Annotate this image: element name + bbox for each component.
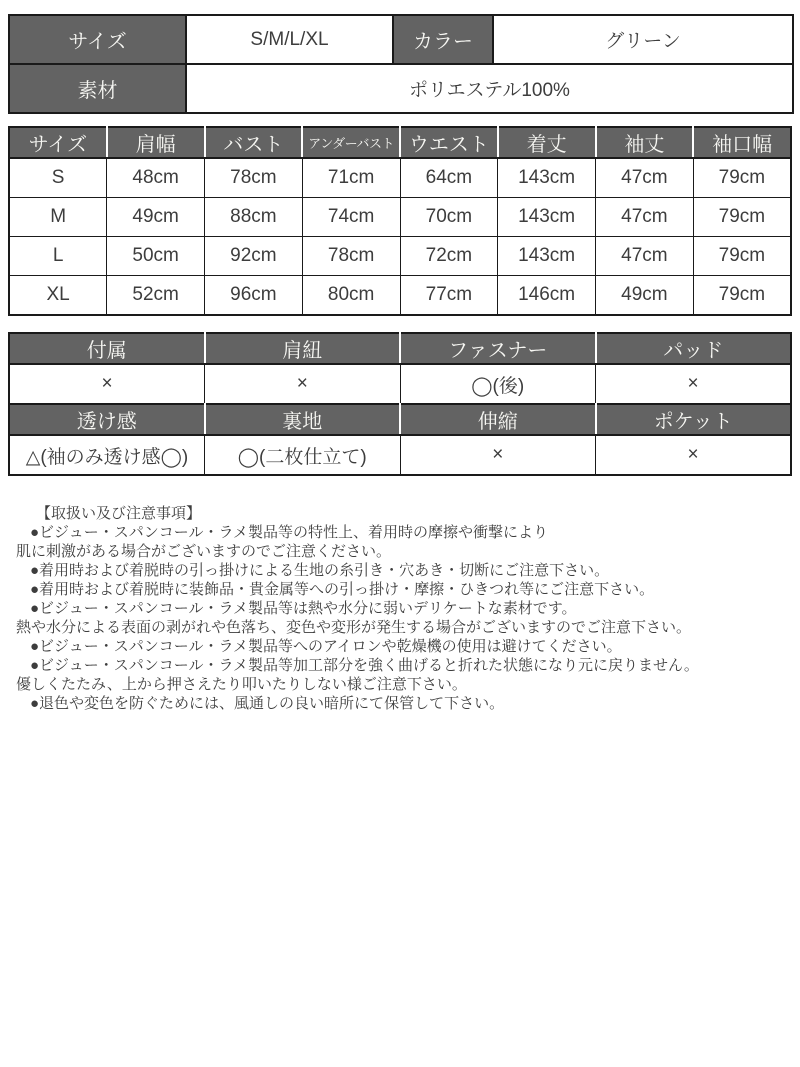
- spec-value-row-2: [9, 435, 791, 475]
- spec-header-row-1: [9, 333, 791, 364]
- cell-size: L: [9, 237, 107, 276]
- size-row-xl: [9, 276, 791, 316]
- header-stretch: 伸縮: [400, 404, 596, 435]
- note-line: ●ビジュー・スパンコール・ラメ製品等は熱や水分に弱いデリケートな素材です。: [30, 600, 577, 617]
- value-accessories: ×: [9, 364, 205, 404]
- header-bust: バスト: [205, 127, 303, 158]
- note-line: ●ビジュー・スパンコール・ラメ製品等の特性上、着用時の摩擦や衝撃により: [30, 524, 549, 541]
- value-sheerness: △(袖のみ透け感◯): [9, 435, 205, 475]
- cell-cuff: 79cm: [693, 276, 791, 316]
- header-shoulder-strap: 肩紐: [205, 333, 401, 364]
- cell-underbust: 74cm: [302, 198, 400, 237]
- material-label-cell: 素材: [9, 64, 186, 113]
- header-pad: パッド: [596, 333, 792, 364]
- cell-shoulder: 48cm: [107, 158, 205, 198]
- note-line: ●退色や変色を防ぐためには、風通しの良い暗所にて保管して下さい。: [30, 695, 505, 712]
- info-table: [8, 14, 794, 114]
- header-waist: ウエスト: [400, 127, 498, 158]
- info-row-material: [9, 64, 793, 113]
- value-fastener: ◯(後): [400, 364, 596, 404]
- size-value-cell: S/M/L/XL: [186, 15, 393, 64]
- cell-sleeve: 47cm: [596, 198, 694, 237]
- cell-size: XL: [9, 276, 107, 316]
- spec-header-row-2: [9, 404, 791, 435]
- note-line: ●ビジュー・スパンコール・ラメ製品等へのアイロンや乾燥機の使用は避けてください。: [30, 638, 622, 655]
- cell-cuff: 79cm: [693, 158, 791, 198]
- header-sheerness: 透け感: [9, 404, 205, 435]
- size-label-cell: サイズ: [9, 15, 186, 64]
- cell-bust: 78cm: [205, 158, 303, 198]
- cell-length: 143cm: [498, 237, 596, 276]
- size-row-s: [9, 158, 791, 198]
- cell-sleeve: 47cm: [596, 158, 694, 198]
- header-pocket: ポケット: [596, 404, 792, 435]
- size-row-l: [9, 237, 791, 276]
- cell-waist: 72cm: [400, 237, 498, 276]
- value-stretch: ×: [400, 435, 596, 475]
- cell-length: 143cm: [498, 158, 596, 198]
- cell-bust: 92cm: [205, 237, 303, 276]
- cell-waist: 77cm: [400, 276, 498, 316]
- cell-waist: 70cm: [400, 198, 498, 237]
- cell-shoulder: 49cm: [107, 198, 205, 237]
- header-fastener: ファスナー: [400, 333, 596, 364]
- cell-sleeve: 47cm: [596, 237, 694, 276]
- size-chart: [8, 126, 792, 316]
- color-label-cell: カラー: [393, 15, 493, 64]
- cell-sleeve: 49cm: [596, 276, 694, 316]
- note-line: ●着用時および着脱時の引っ掛けによる生地の糸引き・穴あき・切断にご注意下さい。: [30, 562, 610, 579]
- cell-length: 143cm: [498, 198, 596, 237]
- note-line: 肌に刺激がある場合がございますのでご注意ください。: [16, 543, 392, 560]
- care-notes-section: [8, 476, 792, 713]
- cell-bust: 88cm: [205, 198, 303, 237]
- cell-underbust: 78cm: [302, 237, 400, 276]
- cell-underbust: 71cm: [302, 158, 400, 198]
- header-shoulder: 肩幅: [107, 127, 205, 158]
- note-line: 優しくたたみ、上から押さえたり叩いたりしない様ご注意下さい。: [16, 676, 467, 693]
- info-row-size-color: [9, 15, 793, 64]
- header-sleeve: 袖丈: [596, 127, 694, 158]
- cell-bust: 96cm: [205, 276, 303, 316]
- cell-cuff: 79cm: [693, 237, 791, 276]
- note-line: 熱や水分による表面の剥がれや色落ち、変色や変形が発生する場合がございますのでご注意下さい。: [16, 619, 692, 636]
- care-notes-title: 【取扱い及び注意事項】: [36, 505, 202, 522]
- spec-value-row-1: [9, 364, 791, 404]
- spec-table: [8, 332, 792, 476]
- value-lining: ◯(二枚仕立て): [205, 435, 401, 475]
- cell-size: S: [9, 158, 107, 198]
- value-pocket: ×: [596, 435, 792, 475]
- cell-cuff: 79cm: [693, 198, 791, 237]
- value-shoulder-strap: ×: [205, 364, 401, 404]
- size-row-m: [9, 198, 791, 237]
- header-accessories: 付属: [9, 333, 205, 364]
- cell-waist: 64cm: [400, 158, 498, 198]
- material-value-cell: ポリエステル100%: [186, 64, 793, 113]
- header-lining: 裏地: [205, 404, 401, 435]
- cell-length: 146cm: [498, 276, 596, 316]
- value-pad: ×: [596, 364, 792, 404]
- size-chart-header-row: [9, 127, 791, 158]
- note-line: ●ビジュー・スパンコール・ラメ製品等加工部分を強く曲げると折れた状態になり元に戻りません。: [30, 657, 699, 674]
- header-cuff: 袖口幅: [693, 127, 791, 158]
- note-line: ●着用時および着脱時に装飾品・貴金属等への引っ掛け・摩擦・ひきつれ等にご注意下さい。: [30, 581, 655, 598]
- cell-underbust: 80cm: [302, 276, 400, 316]
- cell-shoulder: 50cm: [107, 237, 205, 276]
- cell-size: M: [9, 198, 107, 237]
- header-size: サイズ: [9, 127, 107, 158]
- cell-shoulder: 52cm: [107, 276, 205, 316]
- header-underbust: アンダーバスト: [302, 127, 400, 158]
- header-length: 着丈: [498, 127, 596, 158]
- color-value-cell: グリーン: [493, 15, 793, 64]
